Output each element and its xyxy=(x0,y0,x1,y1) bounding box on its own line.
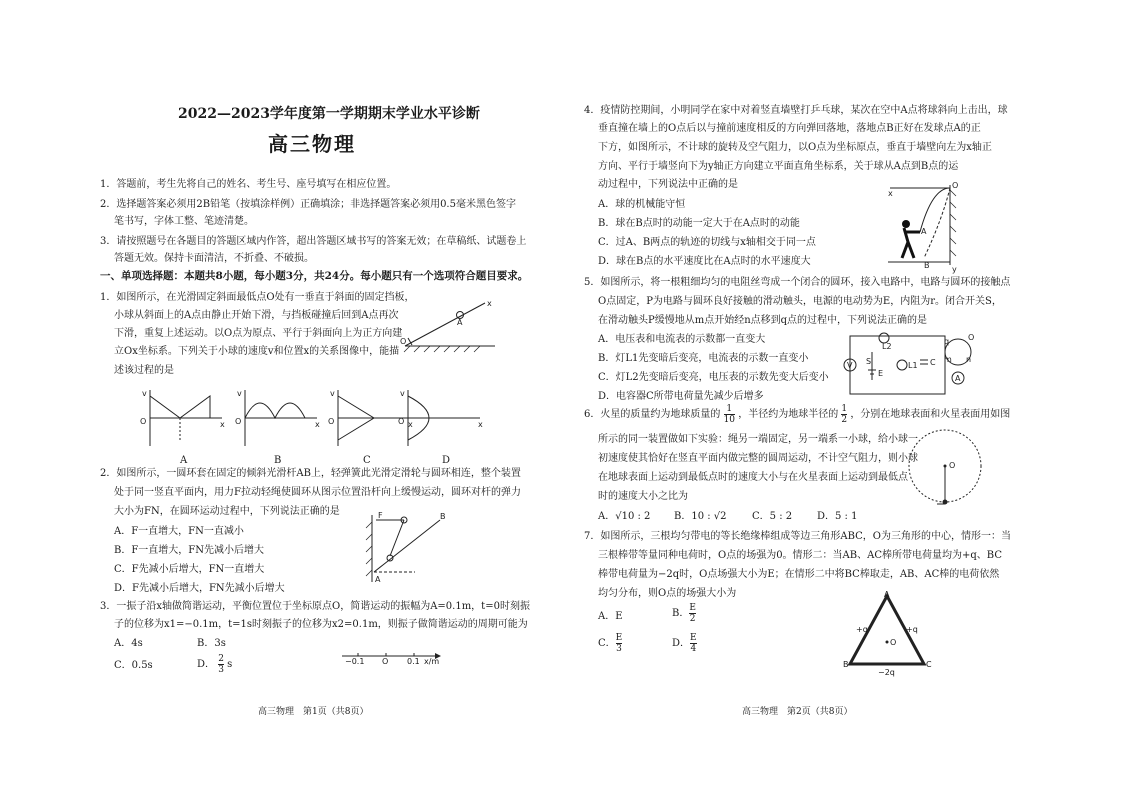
subject-title: 高三物理 xyxy=(268,132,356,156)
q5-option-b[interactable]: B．灯L1先变暗后变亮，电流表的示数一直变小 xyxy=(598,353,809,364)
notice-3b: 答题无效。保持卡面清洁，不折叠、不破损。 xyxy=(114,253,314,264)
q5-circuit-figure xyxy=(842,330,975,400)
q4-wall-figure xyxy=(880,180,960,274)
q2-line-2: 处于同一竖直平面内，用力F拉动轻绳使圆环从图示位置沿杆向上缓慢运动，圆环对杆的弹力 xyxy=(114,487,521,498)
q7-line-4: 均匀分布，则O点的场强大小为 xyxy=(598,588,737,599)
svg-text:v: v xyxy=(142,389,147,398)
svg-text:x: x xyxy=(315,420,320,429)
q1-option-d[interactable]: D xyxy=(442,455,451,466)
svg-text:F: F xyxy=(378,511,383,520)
q3-option-d-fraction: $\frac{2}{3}$ xyxy=(218,654,224,675)
q6-option-b[interactable]: B．10 : √2 xyxy=(674,511,727,522)
q3-option-b[interactable]: B．3s xyxy=(197,638,226,649)
right-page xyxy=(562,0,1123,794)
q7-option-b[interactable]: B． $\frac{E}{2}$ xyxy=(672,603,696,624)
q3-line-1: 3．一振子沿x轴做简谐运动，平衡位置位于坐标原点O，简谐运动的振幅为A=0.1m，t=0时刻振 xyxy=(100,601,530,612)
q4-line-5: 动过程中，下列说法中正确的是 xyxy=(598,179,738,190)
q4-option-d[interactable]: D．球在B点的水平速度比在A点时的水平速度大 xyxy=(598,256,811,267)
q4-option-b[interactable]: B．球在B点时的动能一定大于在A点时的动能 xyxy=(598,218,800,229)
q5-line-3: 在滑动触头P缓慢地从m点开始经n点移到q点的过程中，下列说法正确的是 xyxy=(598,315,928,326)
q5-line-2: O点固定，P为电路与圆环良好接触的滑动触头，电源的电动势为E，内阻为r。闭合开关S， xyxy=(598,296,1002,307)
q5-option-c[interactable]: C．灯L2先变暗后变亮，电压表的示数先变大后变小 xyxy=(598,372,829,383)
q3-option-c[interactable]: C．0.5s xyxy=(114,660,153,671)
svg-text:n: n xyxy=(966,355,972,364)
q3-axis-tick-pos: 0.1 xyxy=(407,657,420,666)
svg-text:x: x xyxy=(888,189,893,198)
section-1-heading: 一、单项选择题：本题共8小题，每小题3分，共24分。每小题只有一个选项符合题目要求。 xyxy=(100,270,529,282)
svg-text:O: O xyxy=(328,417,335,426)
q1-line-5: 述该过程的是 xyxy=(114,365,174,376)
svg-text:m: m xyxy=(944,355,952,364)
svg-text:A: A xyxy=(457,318,463,327)
svg-text:v: v xyxy=(330,389,335,398)
q4-line-1: 4．疫情防控期间，小明同学在家中对着竖直墙壁打乒乓球，某次在空中A点将球斜向上击出，球 xyxy=(584,105,1008,116)
svg-text:v: v xyxy=(400,389,405,398)
svg-text:A: A xyxy=(921,227,927,236)
q7-center-o: O xyxy=(890,638,897,647)
q6-radius-fraction: $\frac{1}{2}$ xyxy=(841,404,848,425)
svg-text:L1: L1 xyxy=(908,361,918,370)
q7-line-1: 7．如图所示，三根均匀带电的等长绝缘棒组成等边三角形ABC，O为三角形的中心，情形一：当 xyxy=(584,531,1011,542)
q2-option-a[interactable]: A．F一直增大，FN一直减小 xyxy=(114,526,244,537)
q6-line-2: 所示的同一装置做如下实验：绳另一端固定，另一端系一小球，给小球一 xyxy=(598,434,918,445)
svg-text:O: O xyxy=(398,417,405,426)
q6-line-5: 时的速度大小之比为 xyxy=(598,491,688,502)
q6-line-1: 6．火星的质量约为地球质量的 $\frac{1}{10}$ ，半径约为地球半径的 $\frac{1}{2}$ ，分别在地球表面和火星表面用如图 xyxy=(584,404,1011,425)
svg-text:C: C xyxy=(930,358,936,367)
q6-option-c[interactable]: C．5 : 2 xyxy=(752,511,793,522)
q1-graph-a xyxy=(142,388,227,448)
right-footer: 高三物理 第2页（共8页） xyxy=(742,707,853,717)
q4-line-4: 方向、平行于墙竖向下为y轴正方向建立平面直角坐标系，关于球从A点到B点的运 xyxy=(598,161,959,172)
q2-line-3: 大小为FN，在圆环运动过程中，下列说法正确的是 xyxy=(114,506,340,517)
svg-text:V: V xyxy=(847,361,853,370)
svg-text:O: O xyxy=(235,417,242,426)
q3-axis-origin: O xyxy=(382,657,389,666)
q1-incline-figure xyxy=(400,298,500,353)
svg-text:B: B xyxy=(440,512,446,521)
q1-graph-d xyxy=(400,388,485,448)
q7-charge-ab: +q xyxy=(856,625,868,634)
svg-text:O: O xyxy=(140,417,147,426)
svg-text:B: B xyxy=(924,261,930,270)
q1-line-4: 立Ox坐标系。下列关于小球的速度v和位置x的关系图像中，能描 xyxy=(114,346,400,357)
q7-option-c[interactable]: C． $\frac{E}{3}$ xyxy=(598,633,623,654)
q4-line-2: 垂直撞在墙上的O点后以与撞前速度相反的方向弹回落地，落地点B正好在发球点A的正 xyxy=(598,123,981,134)
q1-option-b[interactable]: B xyxy=(274,455,282,466)
left-page xyxy=(0,0,560,794)
q1-option-a[interactable]: A xyxy=(180,455,188,466)
q3-option-d[interactable] xyxy=(197,654,232,675)
svg-text:x: x xyxy=(408,420,413,429)
q7-vertex-b: B xyxy=(843,660,849,669)
q2-rod-figure xyxy=(360,510,455,585)
q6-circle-figure xyxy=(907,428,987,508)
q6-option-a[interactable]: A．√10 : 2 xyxy=(598,511,651,522)
q7-vertex-a: A xyxy=(884,590,890,599)
q5-option-d[interactable]: D．电容器C所带电荷量先减少后增多 xyxy=(598,391,764,402)
q6-mass-fraction: $\frac{1}{10}$ xyxy=(723,404,736,425)
q3-line-2: 子的位移为x1=−0.1m，t=1s时刻振子的位移为x2=0.1m，则振子做简谐运动的周期可能为 xyxy=(114,619,528,630)
q3-axis-tick-neg: −0.1 xyxy=(345,657,365,666)
exam-title: 2022—2023学年度第一学期期末学业水平诊断 xyxy=(178,106,480,122)
q4-option-a[interactable]: A．球的机械能守恒 xyxy=(598,199,686,210)
q1-graph-b xyxy=(237,388,322,448)
svg-text:x: x xyxy=(478,420,483,429)
q3-option-a[interactable]: A．4s xyxy=(114,638,143,649)
q6-option-d[interactable]: D．5 : 1 xyxy=(817,511,858,522)
q7-charge-ac: +q xyxy=(906,625,918,634)
svg-text:q: q xyxy=(944,337,950,346)
q7-option-a[interactable]: A．E xyxy=(598,611,623,622)
q7-line-3: 棒带电荷量为−2q时，O点场强大小为E；在情形二中将BC棒取走，AB、AC棒的电荷依然 xyxy=(598,569,1000,580)
q4-option-c[interactable]: C．过A、B两点的轨迹的切线与x轴相交于同一点 xyxy=(598,237,816,248)
q3-option-d-unit: s xyxy=(227,659,233,670)
svg-text:x: x xyxy=(487,299,492,308)
svg-text:E: E xyxy=(878,369,884,378)
svg-text:O: O xyxy=(968,333,975,342)
q6-line-4: 在地球表面上运动到最低点时的速度大小与在火星表面上运动到最低点 xyxy=(598,472,908,483)
q7-vertex-c: C xyxy=(926,660,932,669)
q2-line-1: 2．如图所示，一圆环套在固定的倾斜光滑杆AB上，轻弹簧此光滑定滑轮与圆环相连，整个装置 xyxy=(100,468,521,479)
q1-line-3: 下滑，重复上述运动。以O点为原点、平行于斜面向上为正方向建 xyxy=(114,328,403,339)
q2-option-d[interactable]: D．F先减小后增大，FN先减小后增大 xyxy=(114,583,285,594)
q7-option-d[interactable]: D． $\frac{E}{4}$ xyxy=(672,633,697,654)
svg-text:L2: L2 xyxy=(882,342,892,351)
svg-text:v: v xyxy=(237,389,242,398)
svg-text:O: O xyxy=(952,181,959,190)
q1-line-1: 1．如图所示，在光滑固定斜面最低点O处有一垂直于斜面的固定挡板， xyxy=(100,292,415,303)
svg-text:A: A xyxy=(955,374,961,383)
q7-charge-bc: −2q xyxy=(878,668,895,677)
notice-3: 3．请按照题号在各题目的答题区域内作答，超出答题区域书写的答案无效；在草稿纸、试题卷上 xyxy=(100,236,527,247)
q6-line-3: 初速度使其恰好在竖直平面内做完整的圆周运动，不计空气阻力，则小球 xyxy=(598,453,918,464)
q1-option-c[interactable]: C xyxy=(363,455,371,466)
q4-line-3: 下方，如图所示，不计球的旋转及空气阻力，以O点为坐标原点，垂直于墙壁向左为x轴正 xyxy=(598,142,992,153)
notice-2: 2．选择题答案必须用2B铅笔（按填涂样例）正确填涂；非选择题答案必须用0.5毫米黑色签字 xyxy=(100,199,516,210)
svg-text:O: O xyxy=(949,461,956,470)
notice-2b: 笔书写，字体工整、笔迹清楚。 xyxy=(114,216,254,227)
left-footer: 高三物理 第1页（共8页） xyxy=(258,707,369,717)
q2-option-c[interactable]: C．F先减小后增大，FN一直增大 xyxy=(114,564,265,575)
svg-text:A: A xyxy=(375,575,381,584)
svg-text:S: S xyxy=(866,357,872,366)
q1-line-2: 小球从斜面上的A点由静止开始下滑，与挡板碰撞后回到A点再次 xyxy=(114,310,399,321)
q3-option-d-label: D． xyxy=(197,659,216,670)
q2-option-b[interactable]: B．F一直增大，FN先减小后增大 xyxy=(114,545,264,556)
q5-option-a[interactable]: A．电压表和电流表的示数都一直变大 xyxy=(598,334,766,345)
q3-axis-unit: x/m xyxy=(424,657,440,666)
q5-line-1: 5．如图所示，将一根粗细均匀的电阻丝弯成一个闭合的圆环，接入电路中，电路与圆环的接触点 xyxy=(584,277,1011,288)
svg-text:x: x xyxy=(220,420,225,429)
svg-text:O: O xyxy=(400,337,407,346)
notice-1: 1．答题前，考生先将自己的姓名、考生号、座号填写在相应位置。 xyxy=(100,179,397,190)
q7-line-2: 三根棒带等量同种电荷时，O点的场强为0。情形二：当AB、AC棒所带电荷量均为+q、BC xyxy=(598,550,1002,561)
svg-text:y: y xyxy=(952,265,957,274)
